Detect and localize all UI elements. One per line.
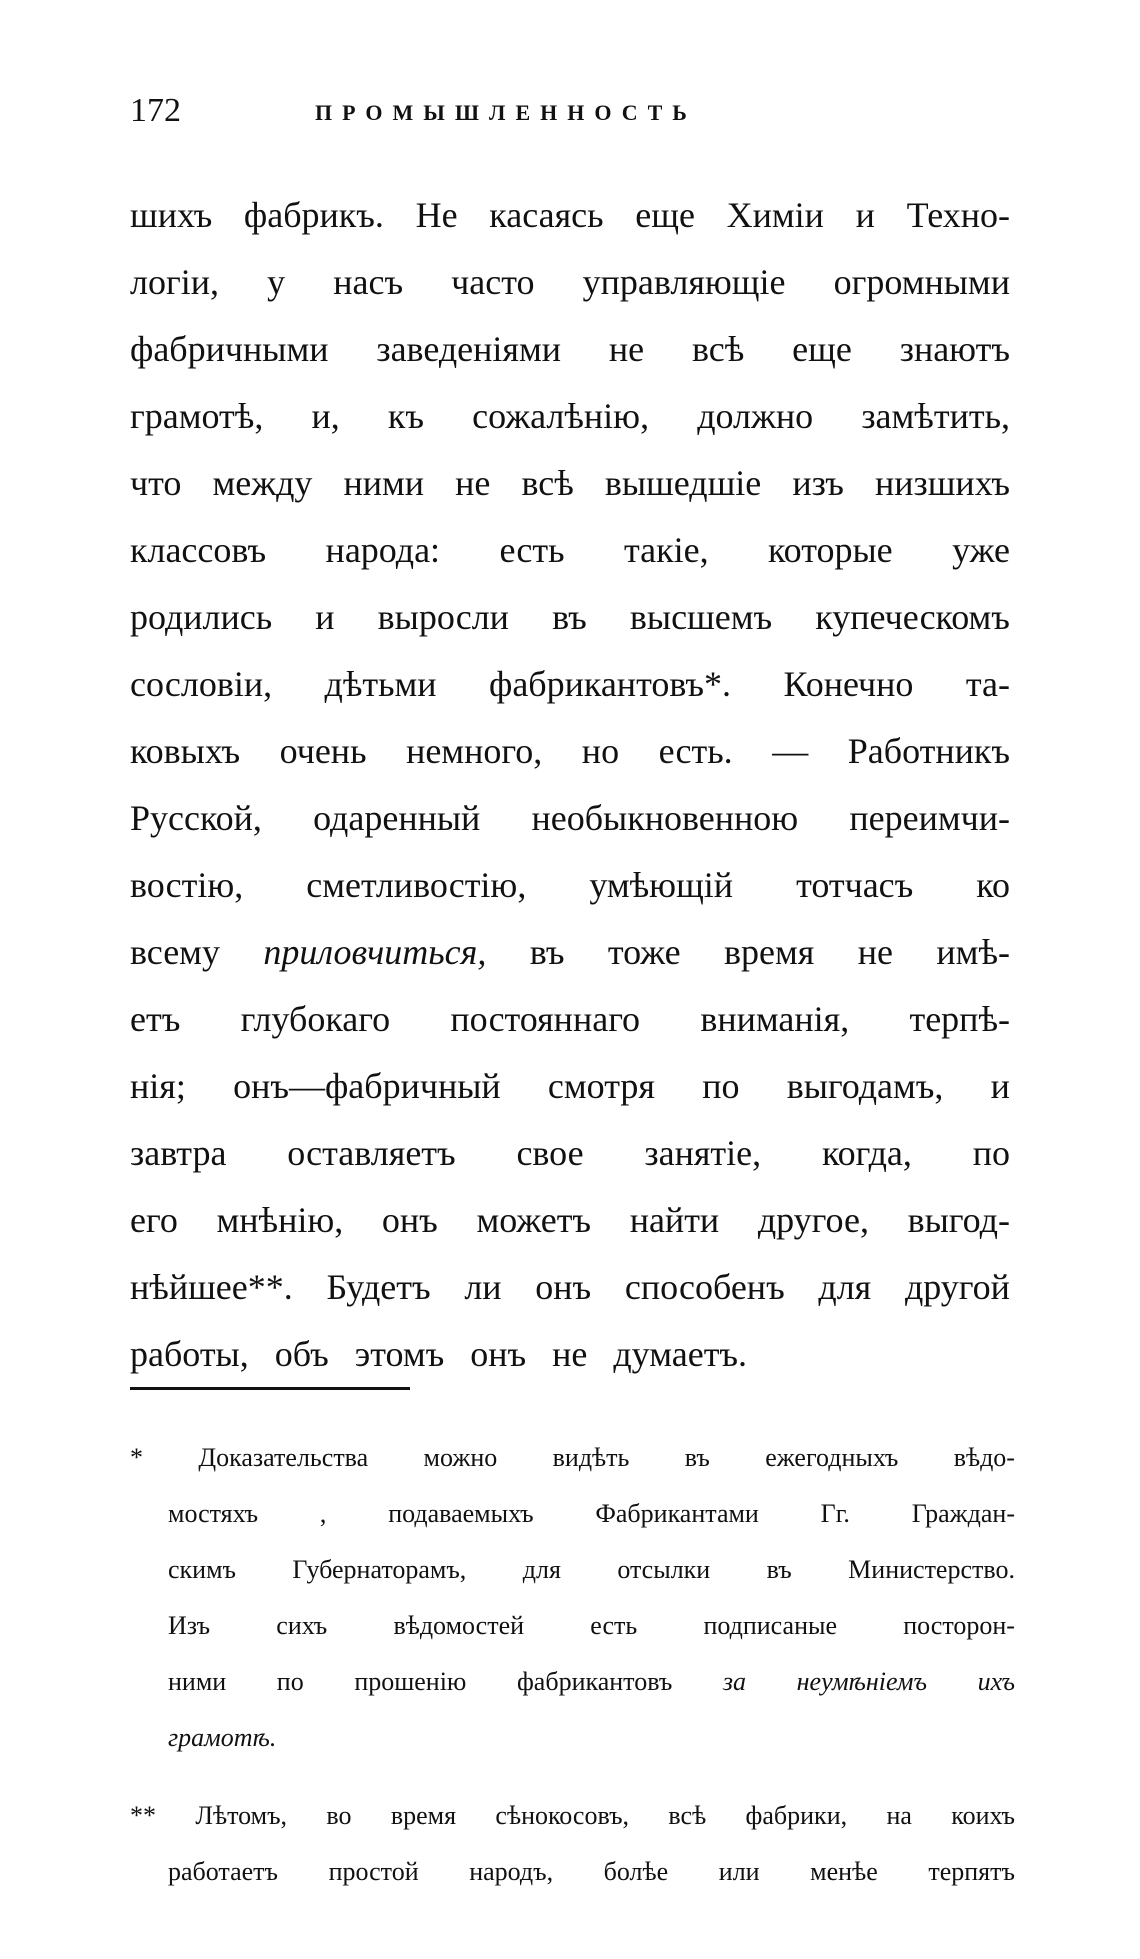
text-line: ковыхъ очень немного, но есть. — Работникъ xyxy=(130,731,1010,771)
footnote-2 xyxy=(130,1788,1015,1900)
footnote-line: ними по прошенію фабрикантовъ за неумѣніемъ ихъ xyxy=(168,1667,1015,1696)
text-line: Русской, одаренный необыкновенною переимчи- xyxy=(130,798,1010,838)
footnote-line: Изъ сихъ вѣдомостей есть подписаные посторон- xyxy=(168,1611,1015,1640)
text-line: фабричными заведеніями не всѣ еще знаютъ xyxy=(130,329,1010,369)
text-line: классовъ народа: есть такіе, которые уже xyxy=(130,530,1010,570)
text-line: грамотѣ, и, къ сожалѣнію, должно замѣтить, xyxy=(130,396,1010,436)
text-line: нѣйшее**. Будетъ ли онъ способенъ для другой xyxy=(130,1267,1010,1307)
text-line: завтра оставляетъ свое занятіе, когда, по xyxy=(130,1133,1010,1173)
text-line: всему приловчиться, въ тоже время не имѣ- xyxy=(130,932,1010,972)
text-line: его мнѣнію, онъ можетъ найти другое, выгод- xyxy=(130,1200,1010,1240)
text-line: что между ними не всѣ вышедшіе изъ низшихъ xyxy=(130,463,1010,503)
text-line: шихъ фабрикъ. Не касаясь еще Химіи и Техно- xyxy=(130,195,1010,235)
footnote-line: мостяхъ , подаваемыхъ Фабрикантами Гг. Граждан- xyxy=(168,1499,1015,1528)
footnote-line: * Доказательства можно видѣть въ ежегодныхъ вѣдо- xyxy=(130,1443,1015,1472)
footnote-line: скимъ Губернаторамъ, для отсылки въ Министерство. xyxy=(168,1555,1015,1584)
main-text xyxy=(130,182,1010,1388)
footnote-rule xyxy=(130,1387,410,1390)
text-line: сословіи, дѣтьми фабрикантовъ*. Конечно та- xyxy=(130,664,1010,704)
running-head: ПРОМЫШЛЕННОСТЬ xyxy=(315,100,697,125)
text-line: нія; онъ—фабричный смотря по выгодамъ, и xyxy=(130,1066,1010,1106)
text-line: родились и выросли въ высшемъ купеческомъ xyxy=(130,597,1010,637)
footnote-line: ** Лѣтомъ, во время сѣнокосовъ, всѣ фабрики, на коихъ xyxy=(130,1801,1015,1830)
page-number: 172 xyxy=(130,92,181,129)
text-line: логіи, у насъ часто управляющіе огромными xyxy=(130,262,1010,302)
text-line: работы, объ этомъ онъ не думаетъ. xyxy=(130,1334,748,1374)
footnote-1 xyxy=(130,1430,1015,1766)
footnote-line: грамотѣ. xyxy=(168,1723,277,1752)
text-line: етъ глубокаго постояннаго вниманія, терпѣ- xyxy=(130,999,1010,1039)
footnote-line: работаетъ простой народъ, болѣе или менѣе терпятъ xyxy=(168,1857,1015,1886)
footnotes xyxy=(130,1430,1015,1900)
page-header xyxy=(130,92,1010,132)
text-line: востію, сметливостію, умѣющій тотчасъ ко xyxy=(130,865,1010,905)
